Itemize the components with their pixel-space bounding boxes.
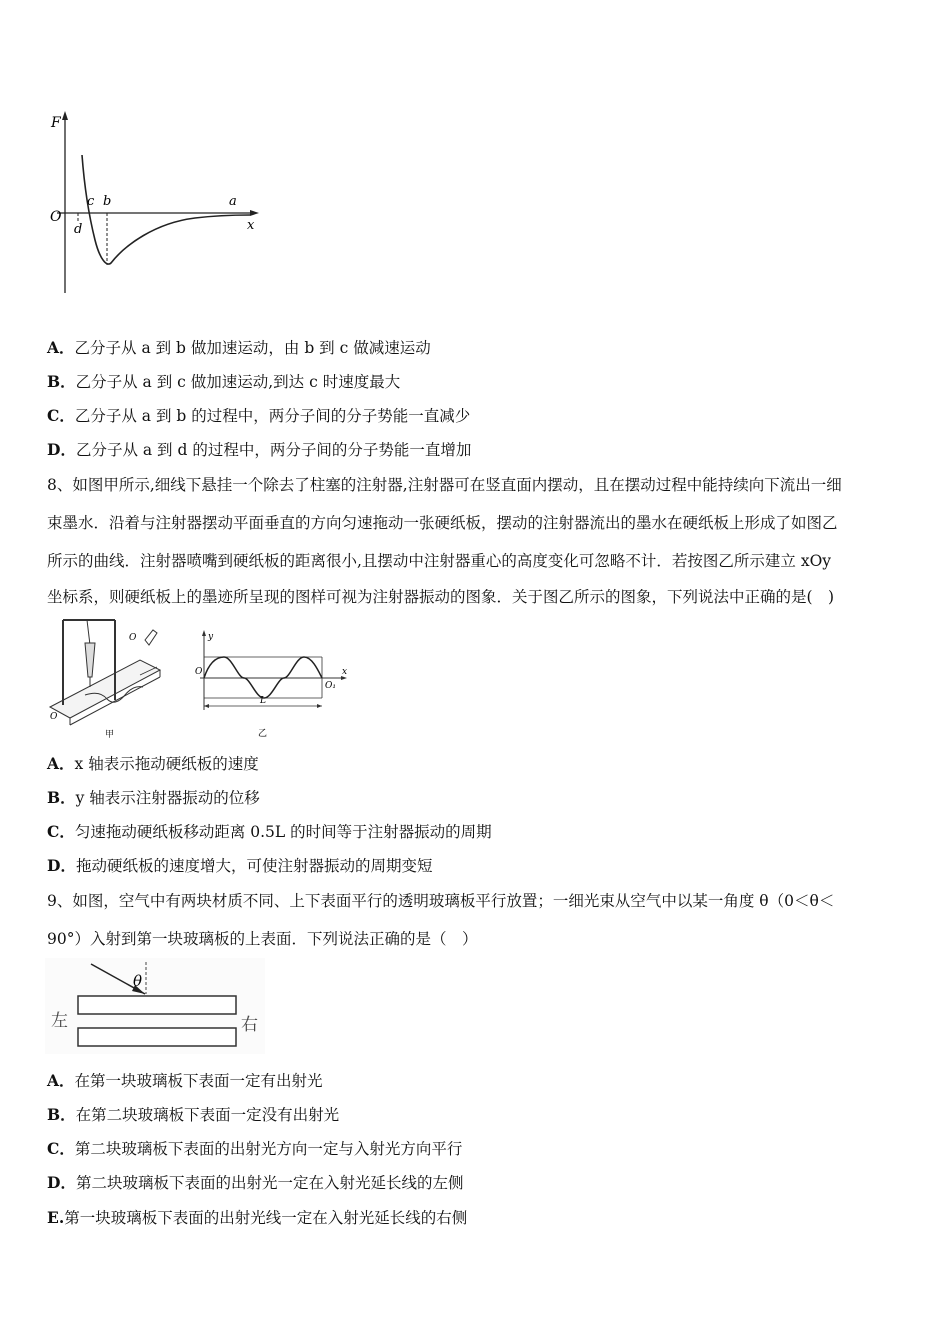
yi-O: O — [195, 667, 203, 677]
q9-stem-line-1: 9、如图，空气中有两块材质不同、上下表面平行的透明玻璃板平行放置；一细光束从空气中以某一角度 θ（0＜θ＜ — [47, 892, 835, 910]
glass-plates-figure — [45, 958, 265, 1054]
jia-label: 甲 — [105, 730, 115, 740]
q9-option-d: D．第二块玻璃板下表面的出射光一定在入射光延长线的左侧 — [47, 1173, 464, 1192]
q8-stem-line-4: 坐标系，则硬纸板上的墨迹所呈现的图样可视为注射器振动的图象．关于图乙所示的图象，下列说法中正确的是( ) — [47, 588, 835, 606]
yi-L: L — [260, 696, 266, 706]
q9-option-a: A．在第一块玻璃板下表面一定有出射光 — [47, 1071, 323, 1090]
q8-option-c: C．匀速拖动硬纸板移动距离 0.5L 的时间等于注射器振动的周期 — [47, 822, 492, 841]
q9-option-c: C．第二块玻璃板下表面的出射光方向一定与入射光方向平行 — [47, 1139, 463, 1158]
q7-option-b: B．乙分子从 a 到 c 做加速运动,到达 c 时速度最大 — [47, 372, 401, 391]
q8-option-b: B．y 轴表示注射器振动的位移 — [47, 788, 260, 807]
q8-stem-line-1: 8、如图甲所示,细线下悬挂一个除去了柱塞的注射器,注射器可在竖直面内摆动，且在摆动过程中能持续向下流出一细 — [47, 476, 842, 494]
sine-trace-figure — [192, 630, 352, 740]
q8-option-a: A．x 轴表示拖动硬纸板的速度 — [47, 754, 259, 773]
jia-O-bottom: O — [50, 712, 58, 722]
q9-option-b: B．在第二块玻璃板下表面一定没有出射光 — [47, 1105, 340, 1124]
label-F: F — [51, 115, 61, 131]
label-O: O — [50, 209, 62, 225]
label-d: d — [74, 222, 83, 237]
force-distance-graph — [45, 105, 265, 300]
right-label: 右 — [241, 1015, 258, 1035]
label-b: b — [103, 194, 112, 209]
q9-option-e: E.第一块玻璃板下表面的出射光线一定在入射光延长线的右侧 — [47, 1208, 468, 1227]
label-a: a — [229, 194, 237, 209]
yi-y: y — [208, 632, 214, 642]
left-label: 左 — [51, 1011, 68, 1031]
q9-stem-line-2: 90°）入射到第一块玻璃板的上表面．下列说法正确的是（ ） — [47, 930, 478, 948]
q8-stem-line-2: 束墨水．沿着与注射器摆动平面垂直的方向匀速拖动一张硬纸板，摆动的注射器流出的墨水在硬纸板上形成了如图乙 — [47, 514, 838, 532]
jia-O-top: O — [129, 633, 137, 643]
q8-stem-line-3: 所示的曲线．注射器喷嘴到硬纸板的距离很小,且摆动中注射器重心的高度变化可忽略不计．若按图乙所示建立 xOy — [47, 552, 832, 570]
theta-label: θ — [133, 972, 143, 990]
label-c: c — [87, 194, 95, 209]
q8-option-d: D．拖动硬纸板的速度增大，可使注射器振动的周期变短 — [47, 856, 433, 875]
yi-x: x — [342, 667, 348, 677]
q7-option-d: D．乙分子从 a 到 d 的过程中，两分子间的分子势能一直增加 — [47, 440, 472, 459]
q7-option-a: A．乙分子从 a 到 b 做加速运动，由 b 到 c 做减速运动 — [47, 338, 431, 357]
yi-O1: O₁ — [325, 681, 336, 691]
label-x: x — [247, 218, 255, 233]
syringe-pendulum-figure — [45, 615, 170, 740]
yi-label: 乙 — [258, 729, 268, 739]
q7-option-c: C．乙分子从 a 到 b 的过程中，两分子间的分子势能一直减少 — [47, 406, 471, 425]
